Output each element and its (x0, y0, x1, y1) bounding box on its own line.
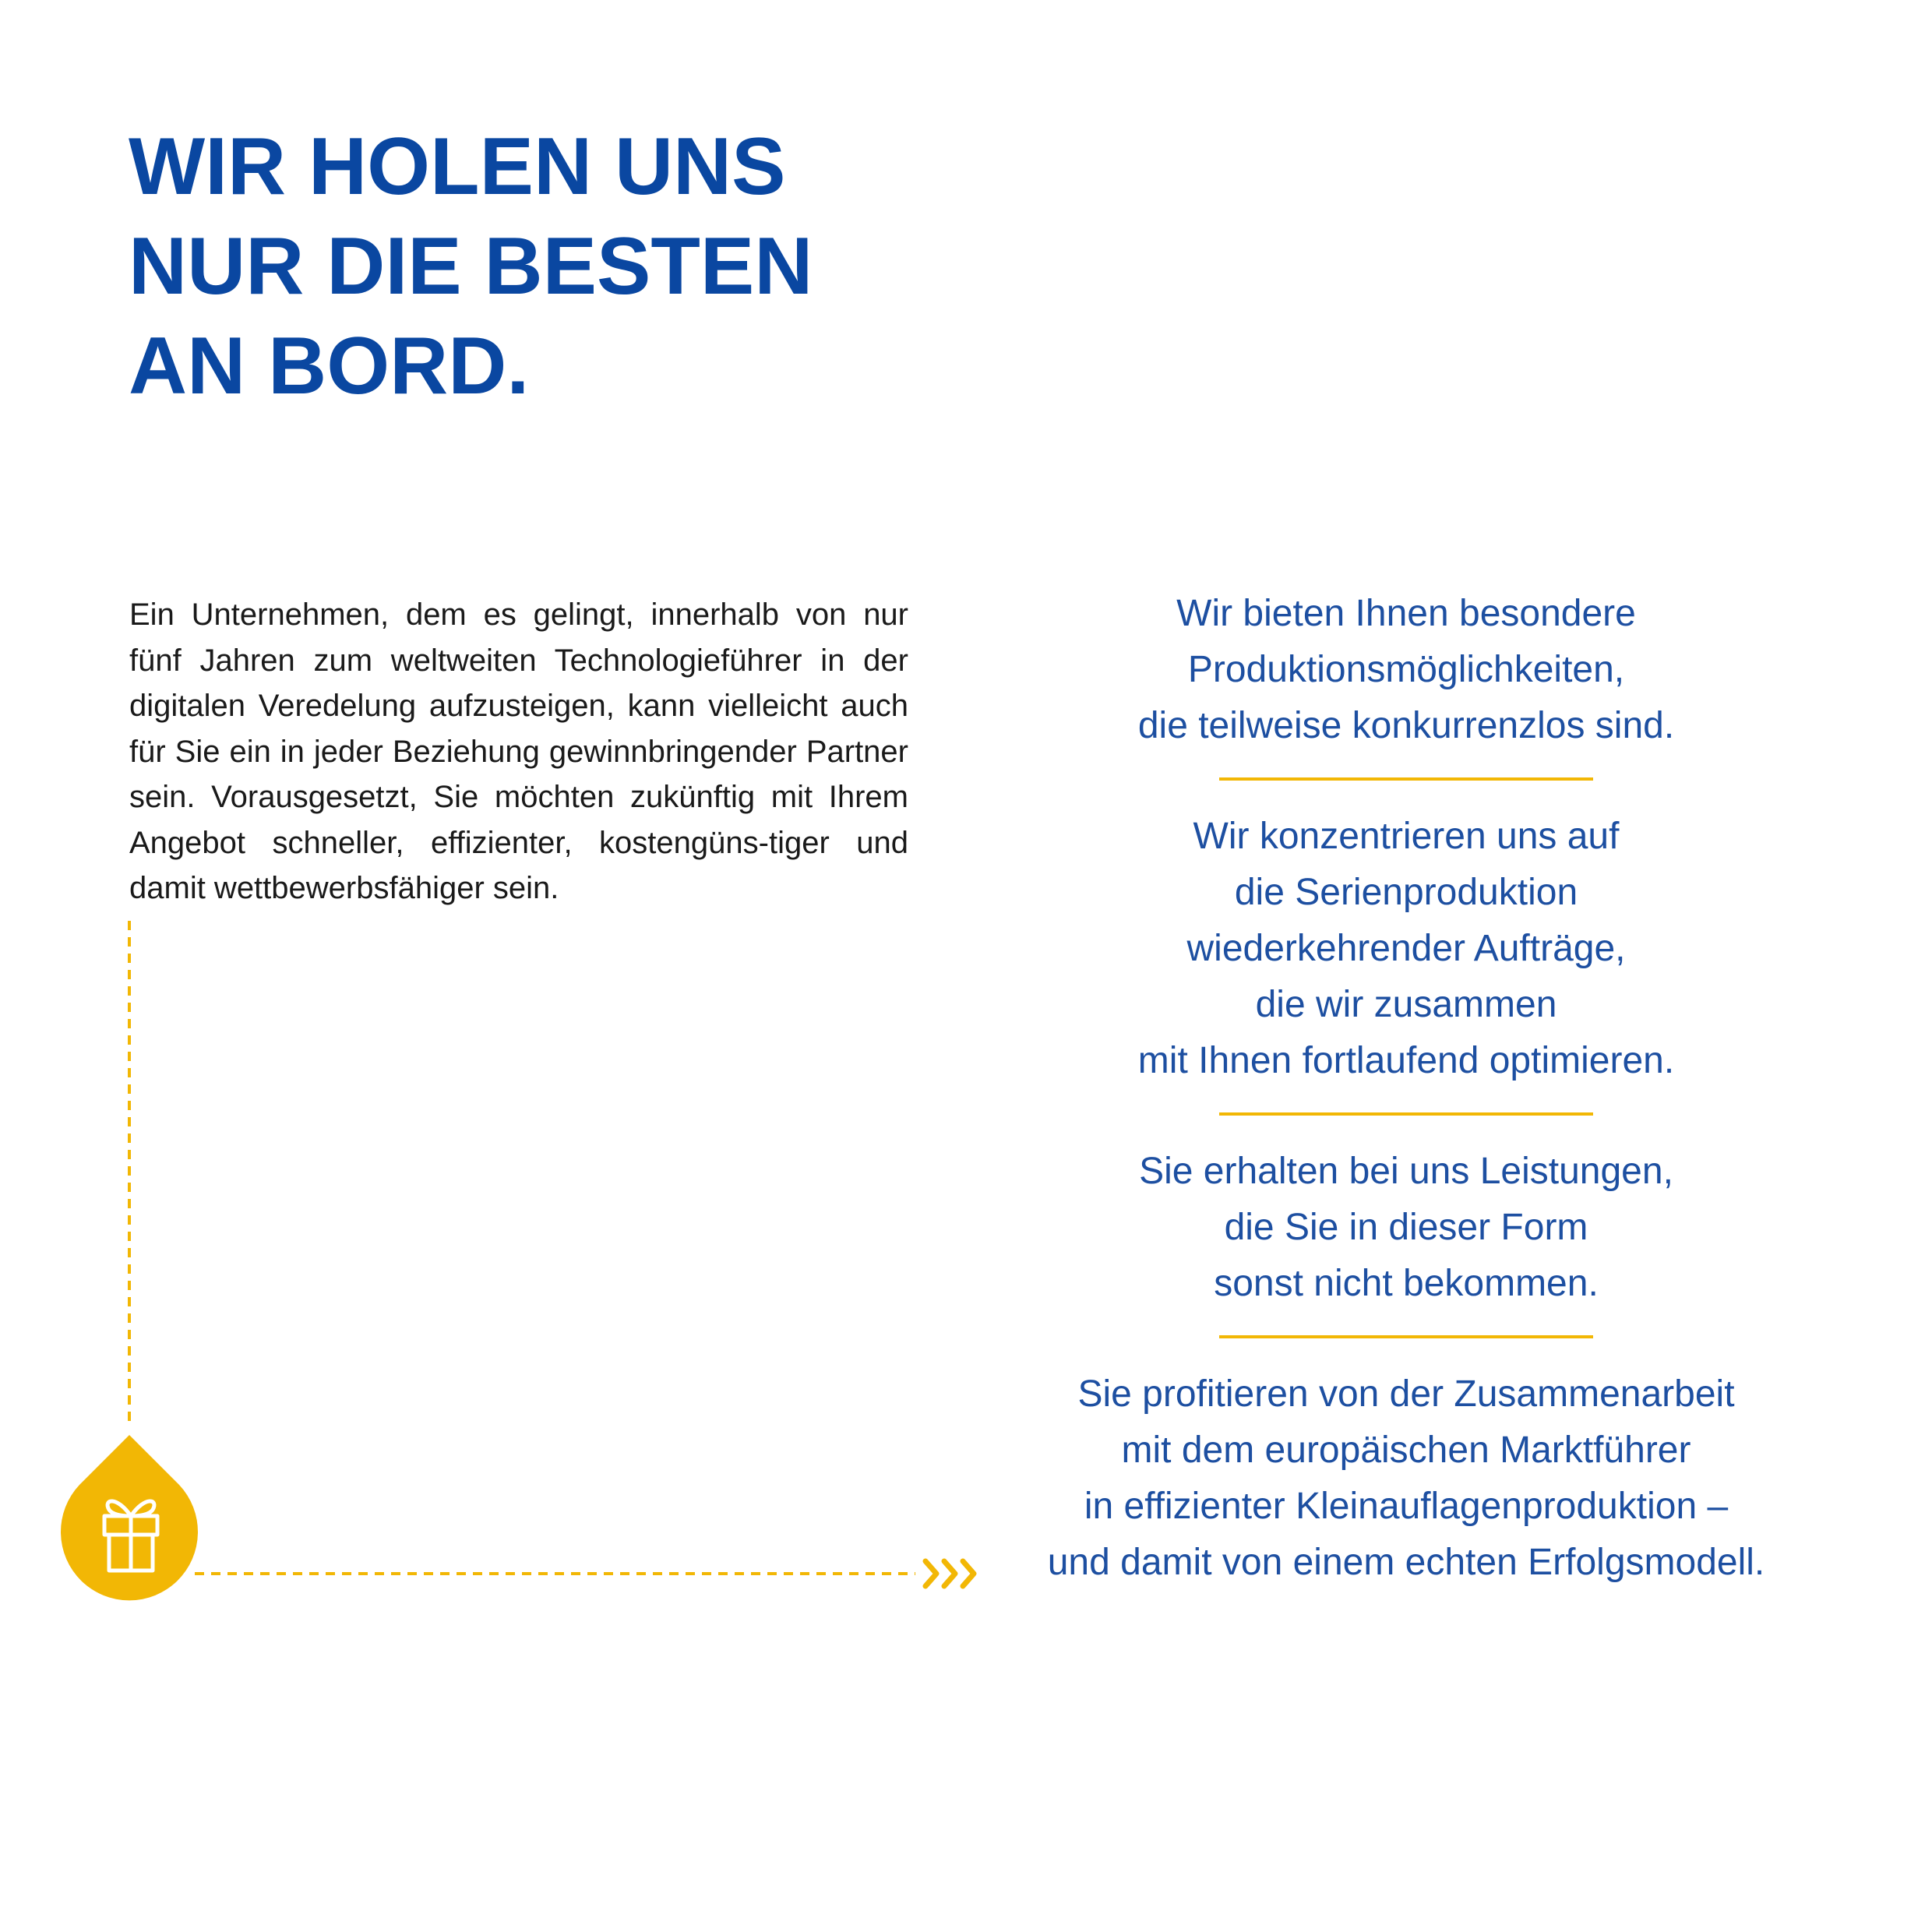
benefits-list (1005, 586, 1807, 1591)
benefit-line: Produktionsmöglichkeiten, (1187, 649, 1625, 690)
benefit-item (1005, 586, 1807, 754)
headline-line-1: WIR HOLEN UNS (129, 122, 786, 212)
benefit-line: Wir konzentrieren uns auf (1193, 816, 1620, 857)
benefit-item (1005, 809, 1807, 1089)
benefit-line: wiederkehrender Aufträge, (1186, 928, 1626, 969)
drop-badge (61, 1435, 198, 1600)
benefit-line: die Sie in dieser Form (1224, 1207, 1588, 1248)
benefit-line: die teilweise konkurrenzlos sind. (1137, 705, 1675, 746)
headline-line-2: NUR DIE BESTEN (129, 221, 813, 312)
benefit-line: und damit von einem echten Erfolgsmodell. (1047, 1542, 1765, 1583)
page-headline (129, 117, 985, 416)
benefit-line: Sie erhalten bei uns Leistungen, (1139, 1151, 1673, 1192)
intro-paragraph: Ein Unternehmen, dem es gelingt, innerhalb von nur fünf Jahren zum weltweiten Technologieführer in der digitalen Veredelung aufzusteigen, kann vielleicht auch für Sie ein in jeder Beziehung gewinnbringender Partner sein. Vorausgesetzt, Sie möchten zukünftig mit Ihrem Angebot schneller, effizienter, kostengüns-tiger und damit wettbewerbsfähiger sein. (129, 598, 908, 905)
benefit-line: mit dem europäischen Marktführer (1121, 1430, 1691, 1471)
benefit-item (1005, 1144, 1807, 1312)
benefit-line: in effizienter Kleinauflagenproduktion – (1084, 1486, 1729, 1527)
triple-chevron-right-icon (925, 1561, 974, 1586)
benefit-divider (1219, 1112, 1593, 1116)
headline-line-3: AN BORD. (129, 321, 530, 411)
benefit-line: sonst nicht bekommen. (1214, 1263, 1599, 1304)
benefit-divider (1219, 777, 1593, 781)
benefit-line: Wir bieten Ihnen besondere (1176, 593, 1636, 634)
benefit-line: Sie profitieren von der Zusammenarbeit (1077, 1373, 1735, 1415)
benefit-line: die wir zusammen (1255, 984, 1557, 1025)
gift-icon (104, 1501, 157, 1571)
benefit-line: mit Ihnen fortlaufend optimieren. (1137, 1040, 1675, 1081)
benefit-line: die Serienproduktion (1234, 872, 1578, 913)
benefit-divider (1219, 1335, 1593, 1338)
benefit-item (1005, 1366, 1807, 1591)
